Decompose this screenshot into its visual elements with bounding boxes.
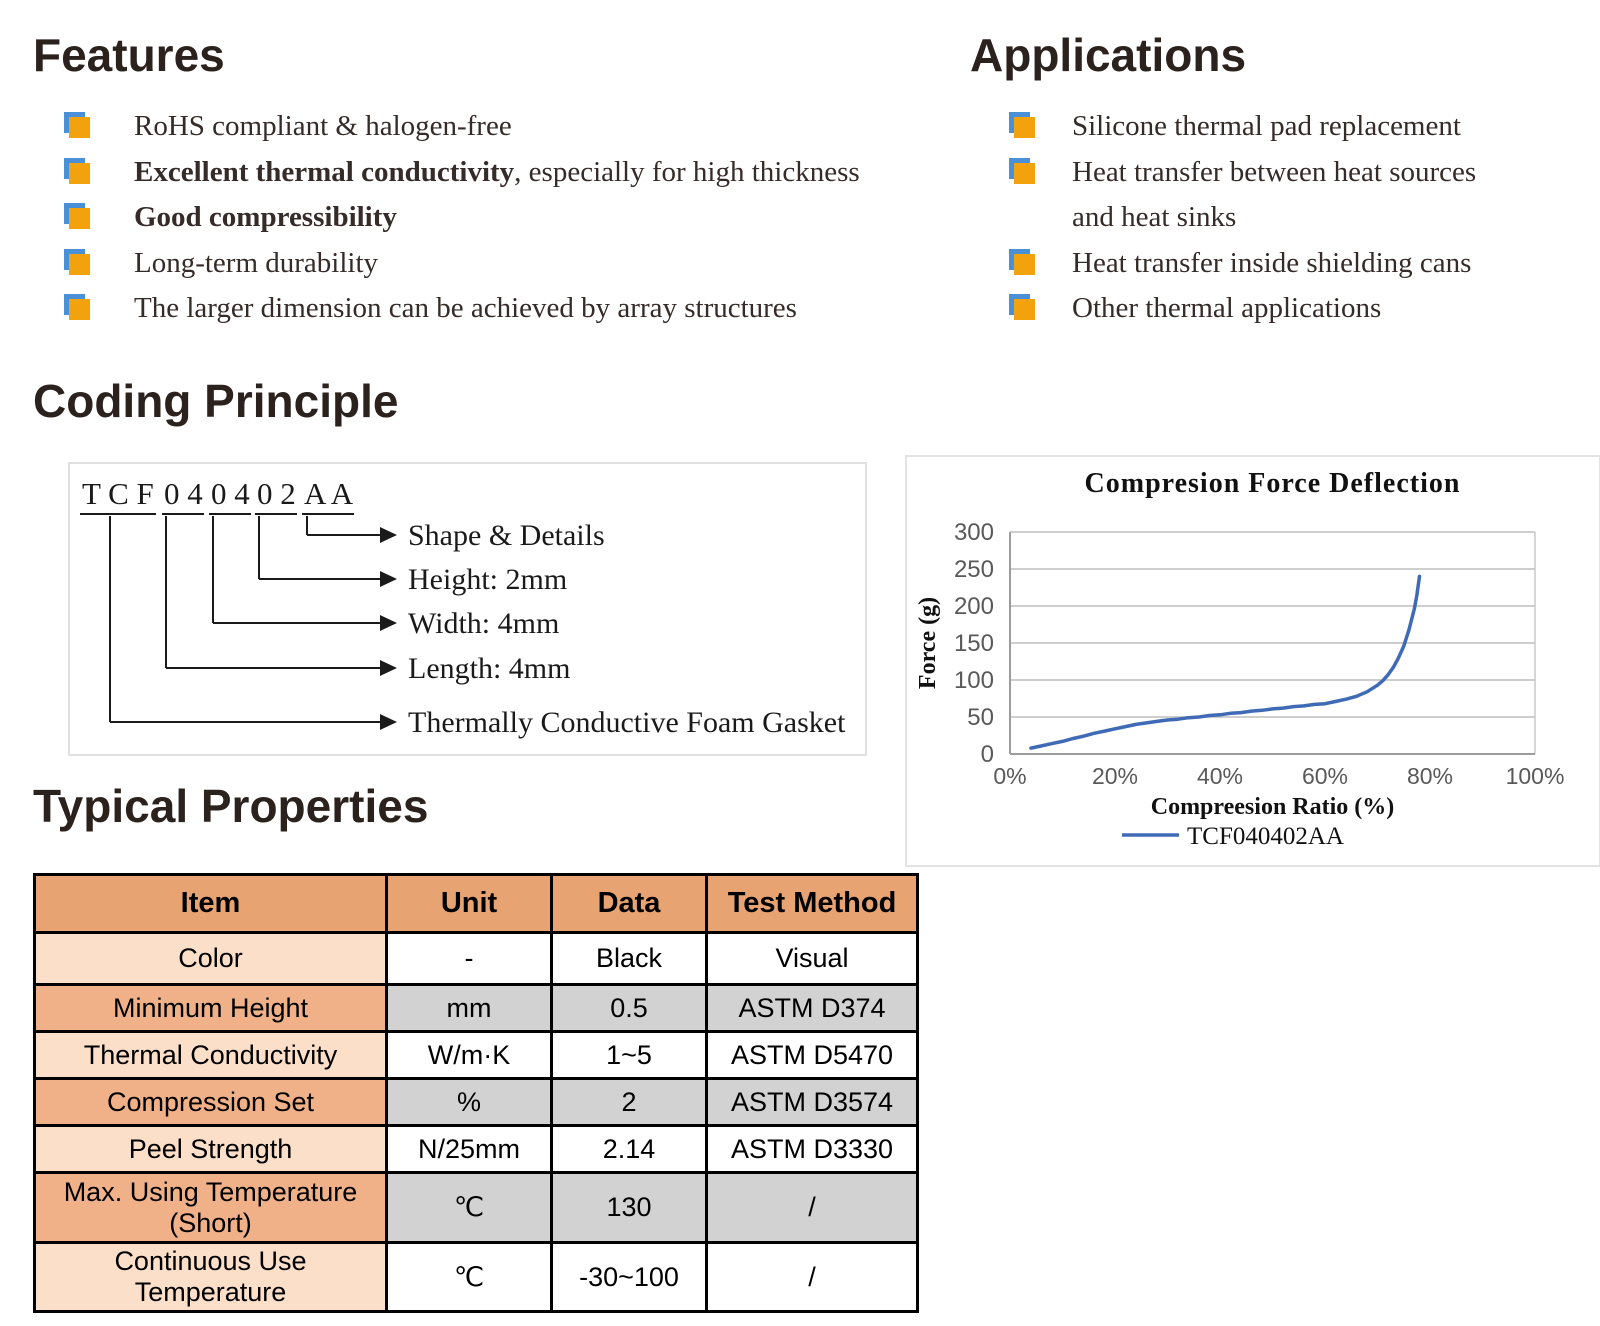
cell-unit: N/25mm — [387, 1126, 552, 1173]
cell-data: 2.14 — [552, 1126, 707, 1173]
typical-properties-title: Typical Properties — [33, 780, 429, 832]
square-bullet-icon — [69, 163, 90, 184]
square-bullet-icon — [69, 254, 90, 275]
cell-data: Black — [552, 933, 707, 985]
square-bullet-icon — [1014, 117, 1035, 138]
legend-label: TCF040402AA — [1187, 823, 1344, 850]
cell-unit: - — [387, 933, 552, 985]
feature-text: , especially for high thickness — [514, 155, 860, 188]
x-tick-label: 0% — [993, 763, 1027, 789]
cell-item: Color — [35, 933, 387, 985]
cell-data: 2 — [552, 1079, 707, 1126]
application-text: and heat sinks — [1072, 201, 1237, 233]
square-bullet-icon — [1014, 163, 1035, 184]
application-text: Other thermal applications — [1072, 292, 1382, 324]
col-header-test-method: Test Method — [707, 875, 918, 933]
code-group-length: 0 4 — [164, 476, 203, 511]
cell-unit: ℃ — [387, 1173, 552, 1243]
coding-principle-diagram — [68, 462, 867, 756]
cell-item: Continuous Use Temperature — [35, 1243, 387, 1312]
x-tick-label: 100% — [1505, 763, 1565, 789]
cell-item: Max. Using Temperature (Short) — [35, 1173, 387, 1243]
y-tick-label: 250 — [953, 556, 994, 583]
cell-item: Peel Strength — [35, 1126, 387, 1173]
table-row — [35, 1243, 918, 1312]
coding-label-tcf: Thermally Conductive Foam Gasket — [408, 706, 846, 739]
features-title: Features — [33, 29, 225, 81]
y-tick-label: 300 — [953, 519, 994, 546]
feature-item — [33, 195, 933, 241]
application-item — [970, 286, 1590, 332]
table-row — [35, 933, 918, 985]
y-tick-label: 50 — [967, 704, 994, 731]
col-header-unit: Unit — [387, 875, 552, 933]
square-bullet-icon — [69, 117, 90, 138]
typical-properties-table — [33, 873, 919, 1313]
feature-text: The larger dimension can be achieved by array structures — [134, 292, 797, 324]
feature-item — [33, 241, 933, 287]
coding-label-width: Width: 4mm — [408, 607, 560, 640]
applications-list — [970, 104, 1590, 332]
applications-title: Applications — [970, 29, 1247, 81]
y-axis-title: Force (g) — [915, 596, 941, 690]
feature-item — [33, 286, 933, 332]
table-row — [35, 1079, 918, 1126]
cell-unit: mm — [387, 985, 552, 1032]
square-bullet-icon — [69, 299, 90, 320]
cell-item: Compression Set — [35, 1079, 387, 1126]
cell-test-method: ASTM D3330 — [707, 1126, 918, 1173]
compression-force-chart — [905, 455, 1600, 867]
coding-principle-title: Coding Principle — [33, 375, 399, 427]
cell-unit: % — [387, 1079, 552, 1126]
x-tick-label: 60% — [1301, 763, 1349, 789]
feature-text: Long-term durability — [134, 246, 379, 279]
cell-data: -30~100 — [552, 1243, 707, 1312]
cell-data: 0.5 — [552, 985, 707, 1032]
feature-item — [33, 104, 933, 150]
coding-label-shape: Shape & Details — [408, 519, 605, 552]
x-tick-label: 80% — [1406, 763, 1454, 789]
col-header-item: Item — [35, 875, 387, 933]
code-group-tcf: T C F — [82, 476, 154, 511]
code-group-shape: A A — [304, 476, 354, 511]
cell-test-method: / — [707, 1243, 918, 1312]
application-text: Silicone thermal pad replacement — [1072, 110, 1461, 142]
application-item — [970, 150, 1590, 241]
y-tick-label: 0 — [980, 741, 994, 768]
cell-test-method: Visual — [707, 933, 918, 985]
code-group-width: 0 4 — [211, 476, 250, 511]
chart-title: Compresion Force Deflection — [1084, 468, 1461, 499]
square-bullet-icon — [1014, 299, 1035, 320]
table-row — [35, 1173, 918, 1243]
table-row — [35, 985, 918, 1032]
cell-test-method: ASTM D3574 — [707, 1079, 918, 1126]
application-item — [970, 241, 1590, 287]
cell-unit: ℃ — [387, 1243, 552, 1312]
x-tick-label: 40% — [1196, 763, 1244, 789]
cell-item: Thermal Conductivity — [35, 1032, 387, 1079]
y-tick-label: 100 — [953, 667, 994, 694]
col-header-data: Data — [552, 875, 707, 933]
cell-test-method: ASTM D374 — [707, 985, 918, 1032]
table-row — [35, 1126, 918, 1173]
cell-test-method: ASTM D5470 — [707, 1032, 918, 1079]
y-tick-label: 200 — [953, 593, 994, 620]
square-bullet-icon — [1014, 254, 1035, 275]
features-list — [33, 104, 933, 332]
cell-test-method: / — [707, 1173, 918, 1243]
coding-diagram-svg — [70, 464, 865, 754]
feature-item — [33, 150, 933, 196]
cell-item: Minimum Height — [35, 985, 387, 1032]
x-tick-label: 20% — [1091, 763, 1139, 789]
feature-text: RoHS compliant & halogen-free — [134, 110, 512, 142]
coding-label-length: Length: 4mm — [408, 652, 571, 685]
application-text: Heat transfer inside shielding cans — [1072, 246, 1472, 279]
table-row — [35, 1032, 918, 1079]
cell-unit: W/m·K — [387, 1032, 552, 1079]
arrowheads — [380, 527, 397, 730]
cell-data: 1~5 — [552, 1032, 707, 1079]
series-line — [1031, 576, 1420, 748]
code-group-height: 0 2 — [257, 476, 296, 511]
coding-label-height: Height: 2mm — [408, 563, 568, 596]
chart-svg — [907, 457, 1599, 865]
feature-bold-text: Excellent thermal conductivity — [134, 155, 515, 188]
table-header-row — [35, 875, 918, 933]
x-axis-title: Compreesion Ratio (%) — [1150, 794, 1395, 820]
y-tick-label: 150 — [953, 630, 994, 657]
feature-bold-text: Good compressibility — [134, 201, 397, 233]
cell-data: 130 — [552, 1173, 707, 1243]
application-text: Heat transfer between heat sources — [1072, 155, 1477, 188]
square-bullet-icon — [69, 208, 90, 229]
application-item — [970, 104, 1590, 150]
